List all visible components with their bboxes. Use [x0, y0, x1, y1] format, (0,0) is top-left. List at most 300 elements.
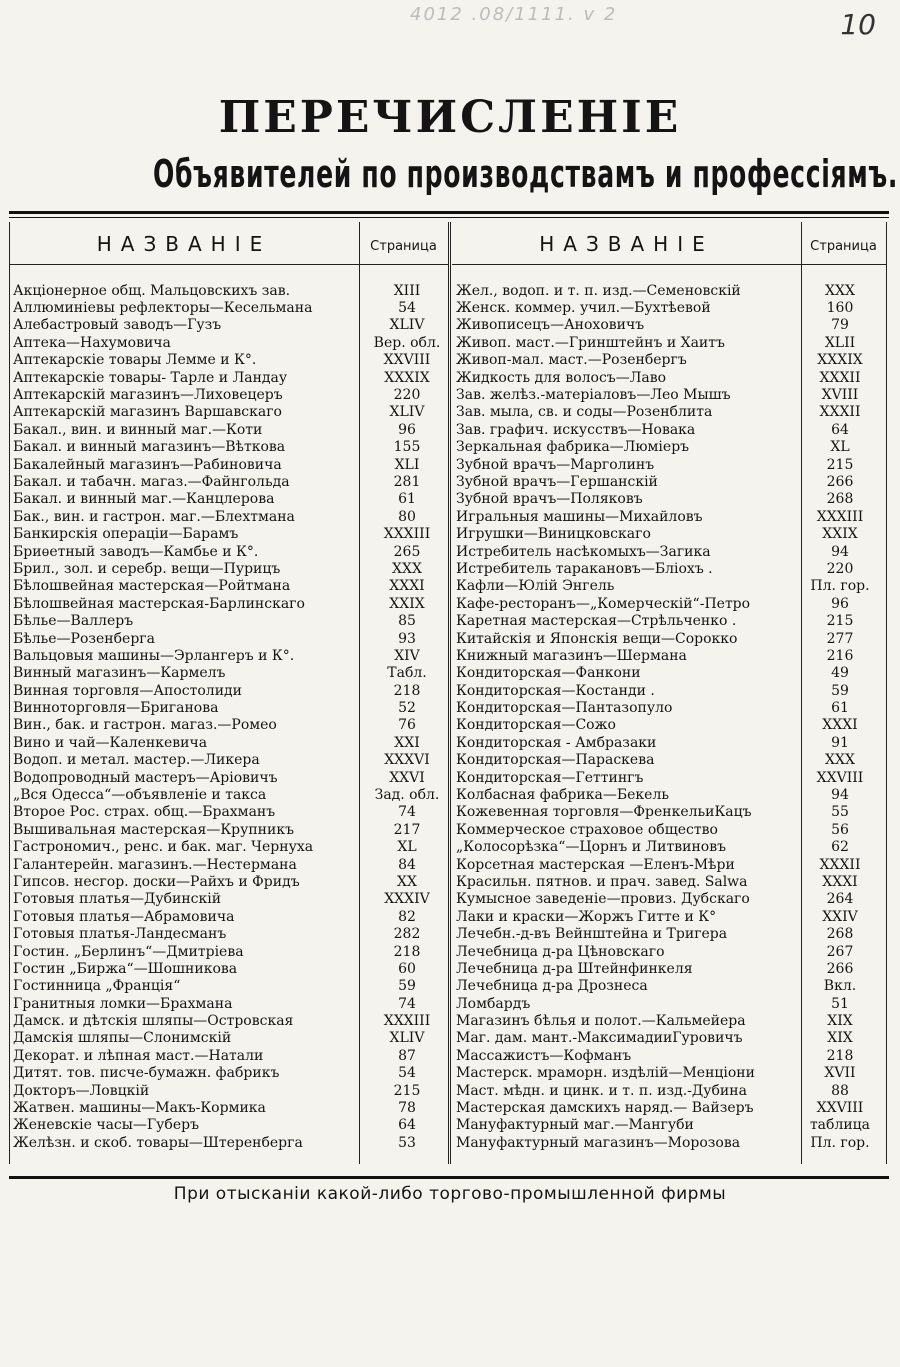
listing-row	[452, 821, 879, 838]
listing-row	[452, 282, 879, 299]
advertiser-name: Аптекарскій магазинъ—Лиховецеръ	[13, 387, 283, 404]
listing-row	[9, 543, 451, 560]
page-reference: 51	[831, 995, 849, 1012]
page-reference: XIX	[827, 1013, 853, 1030]
advertiser-name: Гостинница „Франція“	[13, 978, 181, 995]
page-reference: 87	[398, 1047, 416, 1064]
advertiser-name: Желѣзн. и скоб. товары—Штеренберга	[13, 1134, 303, 1151]
listing-row	[9, 578, 451, 595]
page-reference: 59	[398, 978, 416, 995]
listing-row	[9, 456, 451, 473]
left-page-header: Страница	[370, 239, 437, 254]
advertiser-name: Живоп. маст.—Гринштейнъ и Хаитъ	[456, 334, 725, 351]
advertiser-name: Кондиторская - Амбразаки	[456, 734, 657, 751]
advertiser-name: Лечебница д-ра Штейнфинкеля	[456, 960, 693, 977]
page-reference: таблица	[809, 1117, 871, 1134]
advertiser-name: Бѣлье—Розенберга	[13, 630, 155, 647]
page-reference: XXXII	[819, 856, 861, 873]
listing-row	[452, 1012, 879, 1029]
advertiser-name: Бакал. и винный маг.—Канцлерова	[13, 491, 275, 508]
page-corner-number: 10	[840, 8, 876, 41]
page-reference: 94	[831, 543, 849, 560]
listing-row	[9, 908, 451, 925]
advertiser-name: Кафе-ресторанъ—„Комерческій“-Петро	[456, 595, 751, 612]
advertiser-name: Маг. дам. мант.-МаксимадииГуровичъ	[456, 1030, 743, 1047]
advertiser-name: Колбасная фабрика—Бекель	[456, 787, 669, 804]
right-page-header: Страница	[810, 239, 877, 254]
listing-row	[9, 699, 451, 716]
page-reference: 268	[826, 491, 854, 508]
advertiser-name: Живоп-мал. маст.—Розенбергъ	[456, 352, 687, 369]
listing-row	[9, 1082, 451, 1099]
listing-row	[9, 352, 451, 369]
listing-row	[9, 769, 451, 786]
listing-row	[9, 439, 451, 456]
advertiser-name: Зеркальная фабрика—Люміеръ	[456, 439, 690, 456]
listing-row	[452, 734, 879, 751]
advertiser-name: Аптекарскіе товары Лемме и К°.	[13, 352, 257, 369]
page-reference: 215	[826, 456, 854, 473]
page-reference: XXIX	[389, 595, 425, 612]
page-reference: XVII	[824, 1065, 856, 1082]
page-reference: 155	[393, 439, 421, 456]
table-top-rule	[9, 217, 889, 218]
listing-row	[452, 473, 879, 490]
listing-row	[452, 595, 879, 612]
listing-row	[9, 821, 451, 838]
advertiser-name: Готовыя платья—Абрамовича	[13, 908, 235, 925]
listing-row	[9, 473, 451, 490]
table-right-rule	[886, 222, 887, 1164]
advertiser-name: Каретная мастерская—Стрѣльченко .	[456, 613, 737, 630]
page-reference: 218	[393, 943, 421, 960]
advertiser-name: Кондиторская—Сожо	[456, 717, 616, 734]
page-reference: XIII	[393, 282, 421, 299]
page-reference: XLIV	[389, 317, 425, 334]
advertiser-name: Кумысное заведеніе—провиз. Дубскаго	[456, 891, 750, 908]
listing-row	[452, 369, 879, 386]
right-name-header: НАЗВАНІЕ	[539, 232, 714, 256]
page-subtitle: Объявителей по производствамъ и профессіямъ.	[153, 152, 899, 196]
advertiser-name: Лечебница д-ра Цѣновскаго	[456, 943, 665, 960]
page-reference: XVIII	[821, 387, 859, 404]
advertiser-name: Кондиторская—Фанкони	[456, 665, 641, 682]
advertiser-name: Мастерск. мраморн. издѣлій—Менціони	[456, 1065, 755, 1082]
listing-row	[9, 925, 451, 942]
advertiser-name: Дитят. тов. писче-бумажн. фабрикъ	[13, 1065, 280, 1082]
page-title: ПЕРЕЧИСЛЕНІЕ	[218, 92, 682, 143]
right-listing-column	[452, 282, 879, 1152]
page-reference: 220	[826, 560, 854, 577]
page-reference: XXX	[825, 282, 855, 299]
listing-row	[452, 1030, 879, 1047]
advertiser-name: Алебастровый заводъ—Гузъ	[13, 317, 222, 334]
page-reference: 55	[831, 804, 849, 821]
advertiser-name: Кондиторская—Геттингъ	[456, 769, 644, 786]
advertiser-name: Мастерская дамскихъ наряд.— Вайзеръ	[456, 1100, 754, 1117]
listing-row	[9, 873, 451, 890]
listing-row	[9, 1047, 451, 1064]
page-reference: XXXIX	[817, 352, 863, 369]
page-reference: XXXII	[819, 369, 861, 386]
listing-row	[452, 578, 879, 595]
advertiser-name: Игрушки—Виницковскаго	[456, 526, 651, 543]
listing-row	[9, 630, 451, 647]
advertiser-name: Бѣлье—Валлеръ	[13, 613, 134, 630]
page-reference: 60	[398, 960, 416, 977]
advertiser-name: Дамскія шляпы—Слонимскій	[13, 1030, 232, 1047]
page-reference: XXXIV	[384, 891, 430, 908]
advertiser-name: Банкирскія операціи—Барамъ	[13, 526, 239, 543]
listing-row	[452, 630, 879, 647]
advertiser-name: Бѣлошвейная мастерская—Ройтмана	[13, 578, 291, 595]
advertiser-name: Вин., бак. и гастрон. магаз.—Ромео	[13, 717, 277, 734]
listing-row	[452, 1117, 879, 1134]
page-reference: XIV	[394, 647, 420, 664]
listing-row	[9, 856, 451, 873]
advertiser-name: Истребитель таракановъ—Бліохъ .	[456, 560, 713, 577]
listing-row	[452, 960, 879, 977]
listing-row	[9, 682, 451, 699]
advertiser-name: Брил., зол. и серебр. вещи—Пурицъ	[13, 560, 281, 577]
listing-row	[9, 786, 451, 803]
listing-row	[452, 786, 879, 803]
advertiser-name: Бак., вин. и гастрон. маг.—Блехтмана	[13, 508, 295, 525]
page-reference: XX	[397, 873, 417, 890]
advertiser-name: Аптекарскій магазинъ Варшавскаго	[13, 404, 282, 421]
advertiser-name: Докторъ—Ловцкій	[13, 1082, 150, 1099]
page-reference: XLIV	[389, 1030, 425, 1047]
advertiser-name: Маст. мѣдн. и цинк. и т. п. изд.-Дубина	[456, 1082, 747, 1099]
page-reference: 61	[398, 491, 416, 508]
page-reference: 94	[831, 787, 849, 804]
advertiser-name: Готовыя платья—Дубинскій	[13, 891, 222, 908]
listing-row	[9, 1012, 451, 1029]
advertiser-name: Кожевенная торговля—ФренкельиКацъ	[456, 804, 752, 821]
advertiser-name: Жидкость для волосъ—Лаво	[456, 369, 667, 386]
advertiser-name: Галантерейн. магазинъ.—Нестермана	[13, 856, 297, 873]
advertiser-name: Бакалейный магазинъ—Рабиновича	[13, 456, 282, 473]
advertiser-name: Гипсов. несгор. доски—Райхъ и Фридъ	[13, 873, 300, 890]
listing-row	[9, 282, 451, 299]
advertiser-name: Гостин „Биржа“—Шошникова	[13, 960, 238, 977]
listing-row	[452, 1065, 879, 1082]
page-reference: Зад. обл.	[374, 787, 440, 804]
advertiser-name: Водоп. и метал. мастер.—Ликера	[13, 752, 260, 769]
listing-row	[452, 508, 879, 525]
page-reference: 76	[398, 717, 416, 734]
page-reference: 218	[826, 1047, 854, 1064]
page-reference: 160	[826, 300, 854, 317]
listing-row	[9, 612, 451, 629]
listing-row	[9, 804, 451, 821]
listing-row	[452, 1134, 879, 1151]
page-reference: 266	[826, 960, 854, 977]
page-reference: 277	[826, 630, 854, 647]
listing-row	[9, 943, 451, 960]
listing-row	[9, 1134, 451, 1151]
listing-row	[9, 508, 451, 525]
listing-row	[452, 560, 879, 577]
advertiser-name: Живописецъ—Аноховичъ	[456, 317, 645, 334]
listing-row	[9, 978, 451, 995]
page-reference: 49	[831, 665, 849, 682]
page-reference: XXI	[394, 734, 420, 751]
advertiser-name: Винная торговля—Апостолиди	[13, 682, 242, 699]
advertiser-name: Кондиторская—Пантазопуло	[456, 700, 673, 717]
advertiser-name: Зав. желѣз.-матеріаловъ—Лео Мышъ	[456, 387, 731, 404]
page-reference: 216	[826, 647, 854, 664]
page-reference: XXVIII	[816, 1100, 864, 1117]
page-reference: XL	[397, 839, 417, 856]
page-reference: XXIV	[822, 908, 858, 925]
page-reference: XXVIII	[383, 352, 431, 369]
advertiser-name: Кондиторская—Костанди .	[456, 682, 655, 699]
page-reference: 54	[398, 1065, 416, 1082]
page-reference: 264	[826, 891, 854, 908]
listing-row	[452, 404, 879, 421]
page-reference: 217	[393, 821, 421, 838]
page-reference: 96	[831, 595, 849, 612]
listing-row	[9, 299, 451, 316]
advertiser-name: Кондиторская—Параскева	[456, 752, 655, 769]
advertiser-name: Акціонерное общ. Мальцовскихъ зав.	[13, 282, 291, 299]
listing-row	[9, 491, 451, 508]
left-header-rule	[9, 264, 448, 265]
listing-row	[452, 699, 879, 716]
page-reference: Пл. гор.	[810, 578, 870, 595]
advertiser-name: Зубной врачъ—Гершанскій	[456, 473, 658, 490]
advertiser-name: Ломбардъ	[456, 995, 531, 1012]
left-listing-column	[9, 282, 451, 1152]
advertiser-name: Зав. мыла, св. и соды—Розенблита	[456, 404, 713, 421]
page-reference: 215	[826, 613, 854, 630]
advertiser-name: „Колосорѣзка“—Цорнъ и Литвиновъ	[456, 839, 726, 856]
listing-row	[9, 595, 451, 612]
page-reference: 84	[398, 856, 416, 873]
listing-row	[452, 873, 879, 890]
advertiser-name: „Вся Одесса“—объявленіе и такса	[13, 787, 267, 804]
page-reference: 79	[831, 317, 849, 334]
page-reference: XXVIII	[816, 769, 864, 786]
advertiser-name: Винный магазинъ—Кармелъ	[13, 665, 226, 682]
page-reference: XIX	[827, 1030, 853, 1047]
advertiser-name: Гранитныя ломки—Брахмана	[13, 995, 233, 1012]
advertiser-name: Лечебница д-ра Дрознеса	[456, 978, 648, 995]
page-reference: XXXVI	[384, 752, 430, 769]
page-reference: XXXIII	[383, 1013, 431, 1030]
advertiser-name: Книжный магазинъ—Шермана	[456, 647, 687, 664]
advertiser-name: Бакал., вин. и винный маг.—Коти	[13, 421, 263, 438]
listing-row	[452, 456, 879, 473]
advertiser-name: Аптека—Нахумовича	[13, 334, 171, 351]
advertiser-name: Зубной врачъ—Марголинъ	[456, 456, 655, 473]
page-reference: XXXI	[389, 578, 425, 595]
listing-row	[9, 404, 451, 421]
page-reference: XL	[830, 439, 850, 456]
advertiser-name: Игральныя машины—Михайловъ	[456, 508, 703, 525]
listing-row	[9, 891, 451, 908]
page-reference: XXXIII	[383, 526, 431, 543]
advertiser-name: Лечебн.-д-въ Вейнштейна и Тригера	[456, 926, 728, 943]
listing-row	[452, 839, 879, 856]
listing-row	[452, 978, 879, 995]
page-reference: XLI	[394, 456, 420, 473]
page-reference: 54	[398, 300, 416, 317]
page-reference: 62	[831, 839, 849, 856]
listing-row	[9, 421, 451, 438]
advertiser-name: Жатвен. машины—Макъ-Кормика	[13, 1100, 266, 1117]
advertiser-name: Дамск. и дѣтскія шляпы—Островская	[13, 1013, 294, 1030]
listing-row	[9, 960, 451, 977]
listing-row	[9, 995, 451, 1012]
advertiser-name: Гостин. „Берлинъ“—Дмитріева	[13, 943, 244, 960]
advertiser-name: Жел., водоп. и т. п. изд.—Семеновскій	[456, 282, 741, 299]
advertiser-name: Массажистъ—Кофманъ	[456, 1047, 632, 1064]
listing-row	[9, 334, 451, 351]
advertiser-name: Бриѳетный заводъ—Камбье и К°.	[13, 543, 259, 560]
page-reference: 93	[398, 630, 416, 647]
footer-text: При отысканіи какой-либо торгово-промышленной фирмы	[173, 1184, 727, 1204]
listing-row	[452, 317, 879, 334]
listing-row	[452, 352, 879, 369]
left-name-header: НАЗВАНІЕ	[96, 232, 272, 256]
page-reference: Пл. гор.	[810, 1134, 870, 1151]
listing-row	[452, 925, 879, 942]
page-reference: 281	[393, 473, 421, 490]
advertiser-name: Винноторговля—Бриганова	[13, 700, 219, 717]
listing-row	[452, 682, 879, 699]
listing-row	[452, 612, 879, 629]
page-reference: Вер. обл.	[373, 334, 441, 351]
advertiser-name: Зубной врачъ—Поляковъ	[456, 491, 643, 508]
listing-row	[9, 560, 451, 577]
listing-row	[9, 525, 451, 542]
page-reference: 88	[831, 1082, 849, 1099]
page-reference: 267	[826, 943, 854, 960]
page-reference: 52	[398, 700, 416, 717]
page-reference: 59	[831, 682, 849, 699]
advertiser-name: Женевскіе часы—Губеръ	[13, 1117, 199, 1134]
listing-row	[9, 839, 451, 856]
page-reference: 53	[398, 1134, 416, 1151]
advertiser-name: Вальцовыя машины—Эрлангеръ и К°.	[13, 647, 295, 664]
right-header-rule	[452, 264, 886, 265]
listing-row	[452, 1082, 879, 1099]
advertiser-name: Вышивальная мастерская—Крупникъ	[13, 821, 295, 838]
advertiser-name: Магазинъ бѣлья и полот.—Кальмейера	[456, 1013, 746, 1030]
page-reference: 96	[398, 421, 416, 438]
page-reference: XLIV	[389, 404, 425, 421]
page-reference: 215	[393, 1082, 421, 1099]
listing-row	[9, 1065, 451, 1082]
archive-stamp: 4012 .08/1111. v 2	[410, 4, 618, 25]
page-reference: 78	[398, 1100, 416, 1117]
page-reference: 56	[831, 821, 849, 838]
advertiser-name: Водопроводный мастеръ—Аріовичъ	[13, 769, 278, 786]
page-reference: XXXI	[822, 873, 858, 890]
listing-row	[452, 299, 879, 316]
advertiser-name: Гастрономич., ренс. и бак. маг. Чернуха	[13, 839, 314, 856]
listing-row	[452, 1099, 879, 1116]
page-reference: 91	[831, 734, 849, 751]
page-reference: XXVI	[389, 769, 425, 786]
listing-row	[452, 421, 879, 438]
listing-row	[452, 386, 879, 403]
advertiser-name: Мануфактурный маг.—Мангуби	[456, 1117, 694, 1134]
page-reference: XXX	[825, 752, 855, 769]
listing-row	[452, 665, 879, 682]
advertiser-name: Второе Рос. страх. общ.—Брахманъ	[13, 804, 276, 821]
advertiser-name: Вино и чай—Каленкевича	[13, 734, 208, 751]
advertiser-name: Лаки и краски—Жоржъ Гитте и К°	[456, 908, 717, 925]
listing-row	[452, 891, 879, 908]
listing-table	[9, 211, 889, 1179]
page-reference: 82	[398, 908, 416, 925]
advertiser-name: Бакал. и винный магазинъ—Вѣткова	[13, 439, 286, 456]
page-reference: XXXII	[819, 404, 861, 421]
page-reference: 218	[393, 682, 421, 699]
advertiser-name: Красильн. пятнов. и прач. завед. Salwa	[456, 873, 748, 890]
advertiser-name: Бѣлошвейная мастерская-Барлинскаго	[13, 595, 305, 612]
page-reference: XXX	[392, 560, 422, 577]
page-reference: XXXIII	[816, 508, 864, 525]
listing-row	[9, 752, 451, 769]
listing-row	[452, 491, 879, 508]
listing-row	[9, 317, 451, 334]
listing-row	[9, 1099, 451, 1116]
page-reference: 64	[831, 421, 849, 438]
advertiser-name: Аллюминіевы рефлекторы—Кесельмана	[13, 300, 313, 317]
page-reference: 61	[831, 700, 849, 717]
page-reference: XXXI	[822, 717, 858, 734]
listing-row	[9, 386, 451, 403]
listing-row	[452, 769, 879, 786]
advertiser-name: Бакал. и табачн. магаз.—Файнгольда	[13, 473, 290, 490]
listing-row	[9, 369, 451, 386]
page-reference: XLII	[824, 334, 856, 351]
listing-row	[452, 752, 879, 769]
listing-row	[452, 717, 879, 734]
page-reference: XXXIX	[384, 369, 430, 386]
page-reference: 80	[398, 508, 416, 525]
listing-row	[452, 943, 879, 960]
advertiser-name: Корсетная мастерская —Еленъ-Мѣри	[456, 856, 735, 873]
page-reference: 282	[393, 926, 421, 943]
page-reference: 64	[398, 1117, 416, 1134]
page-reference: 268	[826, 926, 854, 943]
advertiser-name: Кафли—Юлій Энгель	[456, 578, 615, 595]
listing-row	[452, 995, 879, 1012]
listing-row	[9, 665, 451, 682]
page-reference: 85	[398, 613, 416, 630]
listing-row	[452, 856, 879, 873]
page-reference: 265	[393, 543, 421, 560]
advertiser-name: Готовыя платья-Ландесманъ	[13, 926, 227, 943]
listing-row	[452, 647, 879, 664]
listing-row	[9, 734, 451, 751]
page-reference: 74	[398, 804, 416, 821]
listing-row	[452, 1047, 879, 1064]
page-reference: 74	[398, 995, 416, 1012]
advertiser-name: Истребитель насѣкомыхъ—Загика	[456, 543, 711, 560]
listing-row	[9, 1030, 451, 1047]
listing-row	[452, 525, 879, 542]
advertiser-name: Аптекарскіе товары- Тарле и Ландау	[13, 369, 288, 386]
listing-row	[9, 1117, 451, 1134]
listing-row	[9, 717, 451, 734]
advertiser-name: Коммерческое страховое общество	[456, 821, 718, 838]
